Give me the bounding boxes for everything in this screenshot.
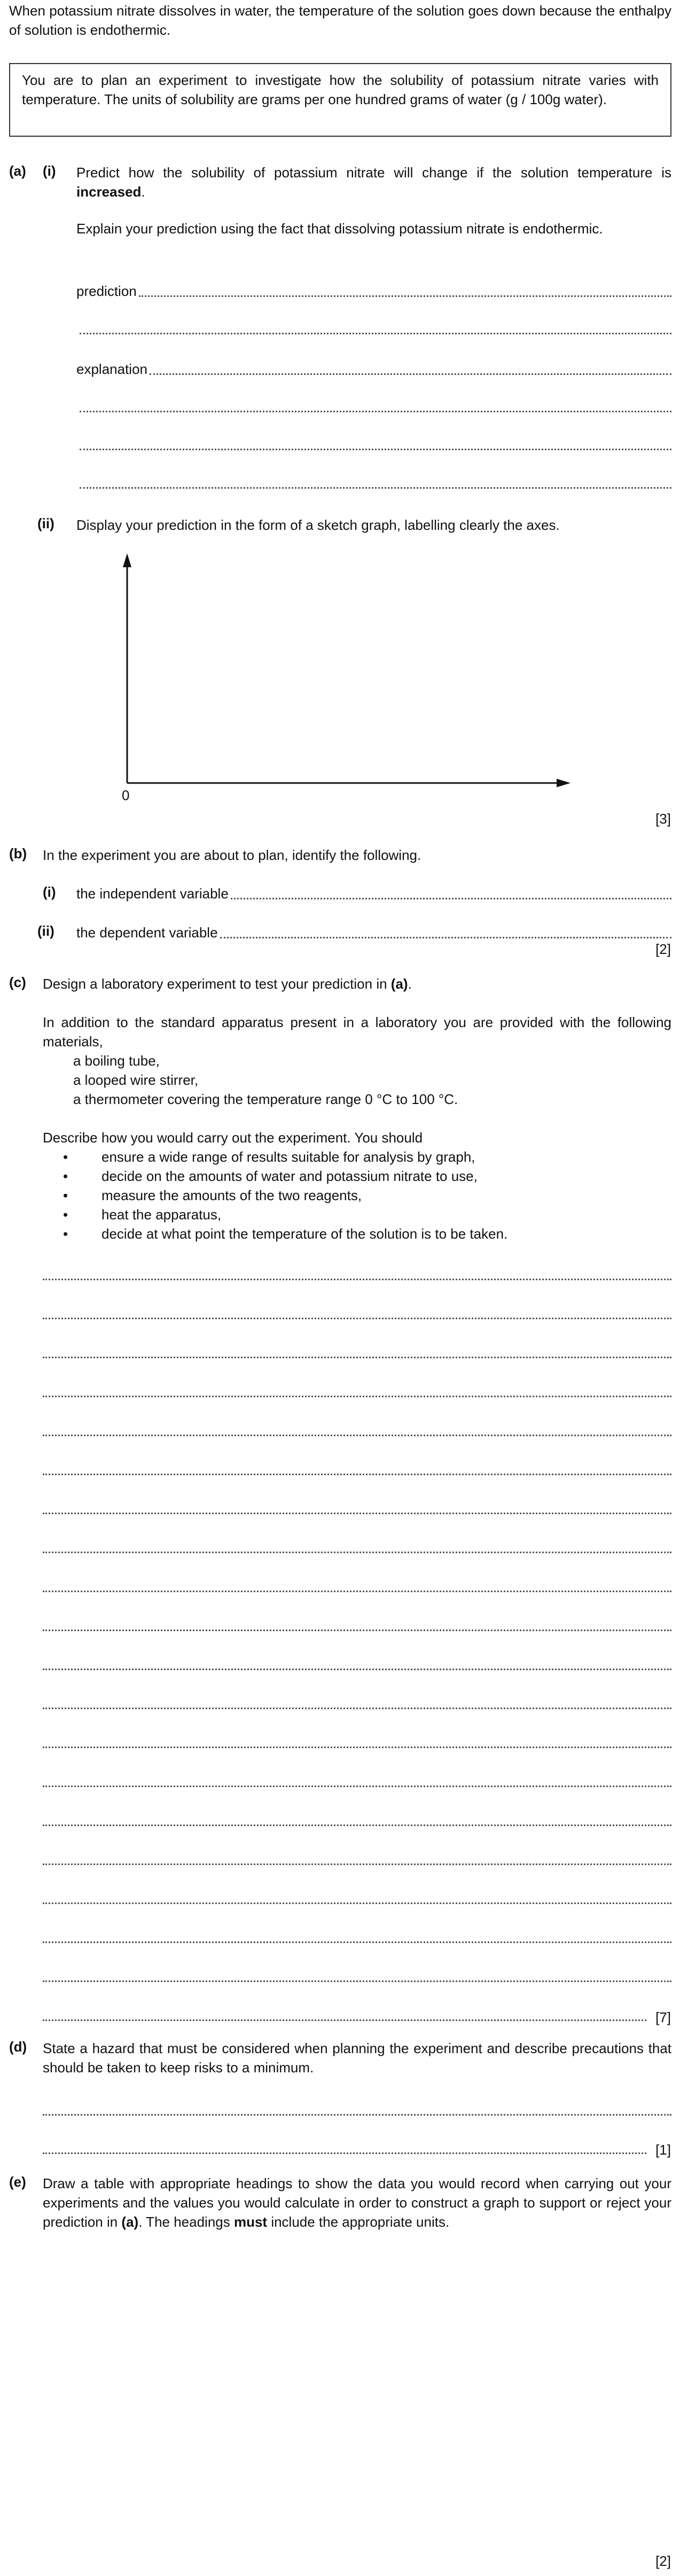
explanation-answer-line[interactable] (76, 359, 671, 379)
list-item: • decide at what point the temperature of the solution is to be taken. (43, 1224, 671, 1243)
question-e-label: (e) (9, 2174, 26, 2190)
answer-line[interactable] (43, 1279, 671, 1280)
question-a-i-text-post: . (141, 184, 145, 200)
question-a-i-text-pre: Predict how the solubility of potassium nitrate will change if the solution temperature is (76, 165, 671, 181)
answer-line[interactable] (43, 1747, 671, 1748)
marks-d: [1] (655, 2142, 671, 2158)
answer-line[interactable] (43, 1630, 671, 1631)
marks-b: [2] (655, 941, 671, 957)
question-b-text: In the experiment you are about to plan, identify the following. (43, 847, 421, 863)
prediction-label: prediction (76, 283, 137, 299)
answer-line[interactable] (43, 1786, 671, 1787)
question-e-text-mid: . The headings (138, 2214, 234, 2230)
answer-line[interactable] (43, 1980, 671, 1982)
y-axis-arrowhead (123, 553, 131, 567)
explanation-label: explanation (76, 361, 147, 377)
answer-line[interactable] (80, 487, 671, 489)
answer-line[interactable] (80, 449, 671, 450)
answer-line[interactable] (43, 1435, 671, 1436)
question-c-text-pre: Design a laboratory experiment to test your prediction in (43, 976, 391, 992)
question-c-text-bold: (a) (390, 976, 408, 992)
answer-line[interactable] (43, 1396, 671, 1397)
question-a-label: (a) (9, 163, 26, 179)
materials-intro: In addition to the standard apparatus present in a laboratory you are provided with the following materials, (43, 1014, 671, 1050)
answer-line[interactable] (43, 1708, 671, 1709)
question-a-ii-text: Display your prediction in the form of a sketch graph, labelling clearly the axes. (76, 517, 560, 533)
answer-line[interactable] (43, 1591, 671, 1592)
dependent-variable-line[interactable] (76, 923, 671, 942)
answer-line[interactable] (43, 1825, 671, 1826)
answer-line[interactable] (43, 1513, 671, 1514)
answer-line[interactable] (43, 1474, 671, 1475)
answer-line[interactable] (43, 1357, 671, 1358)
marks-a: [3] (655, 811, 671, 827)
answer-line[interactable] (43, 2114, 671, 2116)
answer-line[interactable] (43, 1864, 671, 1865)
x-axis-arrowhead (557, 779, 570, 787)
question-b-i-label: (i) (43, 884, 56, 900)
instruction-box (9, 63, 671, 137)
question-e-text (43, 2174, 671, 2232)
answer-line[interactable] (43, 1669, 671, 1670)
question-e-text-pre: Draw a table with appropriate headings to show the data you would record when carrying out your experiments and the values you would calculate in order to construct a graph to support or reject your prediction in (43, 2175, 671, 2230)
dependent-variable-label: the dependent variable (76, 925, 218, 941)
prediction-answer-line[interactable] (76, 281, 671, 301)
instructions-list (43, 1147, 671, 1243)
answer-line[interactable] (43, 1902, 671, 1904)
answer-line[interactable] (43, 2019, 646, 2021)
list-item: • decide on the amounts of water and potassium nitrate to use, (43, 1166, 671, 1186)
question-b-label: (b) (9, 845, 27, 862)
answer-line[interactable] (43, 2152, 646, 2154)
question-e-text-post: include the appropriate units. (267, 2214, 450, 2230)
question-a-i-text-bold: increased (76, 184, 142, 200)
answer-line[interactable] (43, 1552, 671, 1553)
independent-variable-line[interactable] (76, 884, 671, 903)
material-item: a thermometer covering the temperature range 0 °C to 100 °C. (73, 1091, 458, 1107)
question-e-text-bold-a: (a) (121, 2214, 139, 2230)
instruction-box-text: You are to plan an experiment to investigate how the solubility of potassium nitrate varies with temperature. The units of solubility are grams per one hundred grams of water (g / 100g water). (22, 72, 659, 107)
list-item: • heat the apparatus, (43, 1205, 671, 1224)
marks-e: [2] (655, 2553, 671, 2569)
question-a-i-explain: Explain your prediction using the fact that dissolving potassium nitrate is endothermic. (76, 221, 603, 237)
question-e-text-bold-must: must (233, 2214, 268, 2230)
marks-c: [7] (655, 2009, 671, 2025)
question-b-ii-label: (ii) (37, 923, 54, 939)
question-a-ii-label: (ii) (37, 515, 54, 531)
question-c-text (43, 974, 671, 993)
describe-text: Describe how you would carry out the experiment. You should (43, 1130, 423, 1146)
question-a-i-label: (i) (43, 163, 56, 179)
answer-line[interactable] (80, 411, 671, 412)
graph-origin-label: 0 (122, 787, 130, 803)
list-item: • ensure a wide range of results suitable for analysis by graph, (43, 1147, 671, 1166)
answer-line[interactable] (80, 333, 671, 334)
table-drawing-area[interactable] (43, 2243, 671, 2542)
independent-variable-label: the independent variable (76, 886, 229, 902)
intro-text: When potassium nitrate dissolves in water, the temperature of the solution goes down because the enthalpy of solution is endothermic. (9, 3, 671, 38)
answer-line[interactable] (43, 1941, 671, 1943)
material-item: a looped wire stirrer, (73, 1072, 199, 1088)
question-c-text-post: . (408, 976, 412, 992)
question-d-label: (d) (9, 2039, 27, 2055)
question-c-label: (c) (9, 974, 26, 990)
answer-line[interactable] (43, 1318, 671, 1319)
list-item: • measure the amounts of the two reagents, (43, 1186, 671, 1205)
sketch-graph-axes[interactable] (112, 550, 577, 796)
question-a-i-text (76, 163, 671, 201)
material-item: a boiling tube, (73, 1053, 160, 1069)
question-d-text: State a hazard that must be considered when planning the experiment and describe precautions that should be taken to keep risks to a minimum. (43, 2040, 671, 2076)
